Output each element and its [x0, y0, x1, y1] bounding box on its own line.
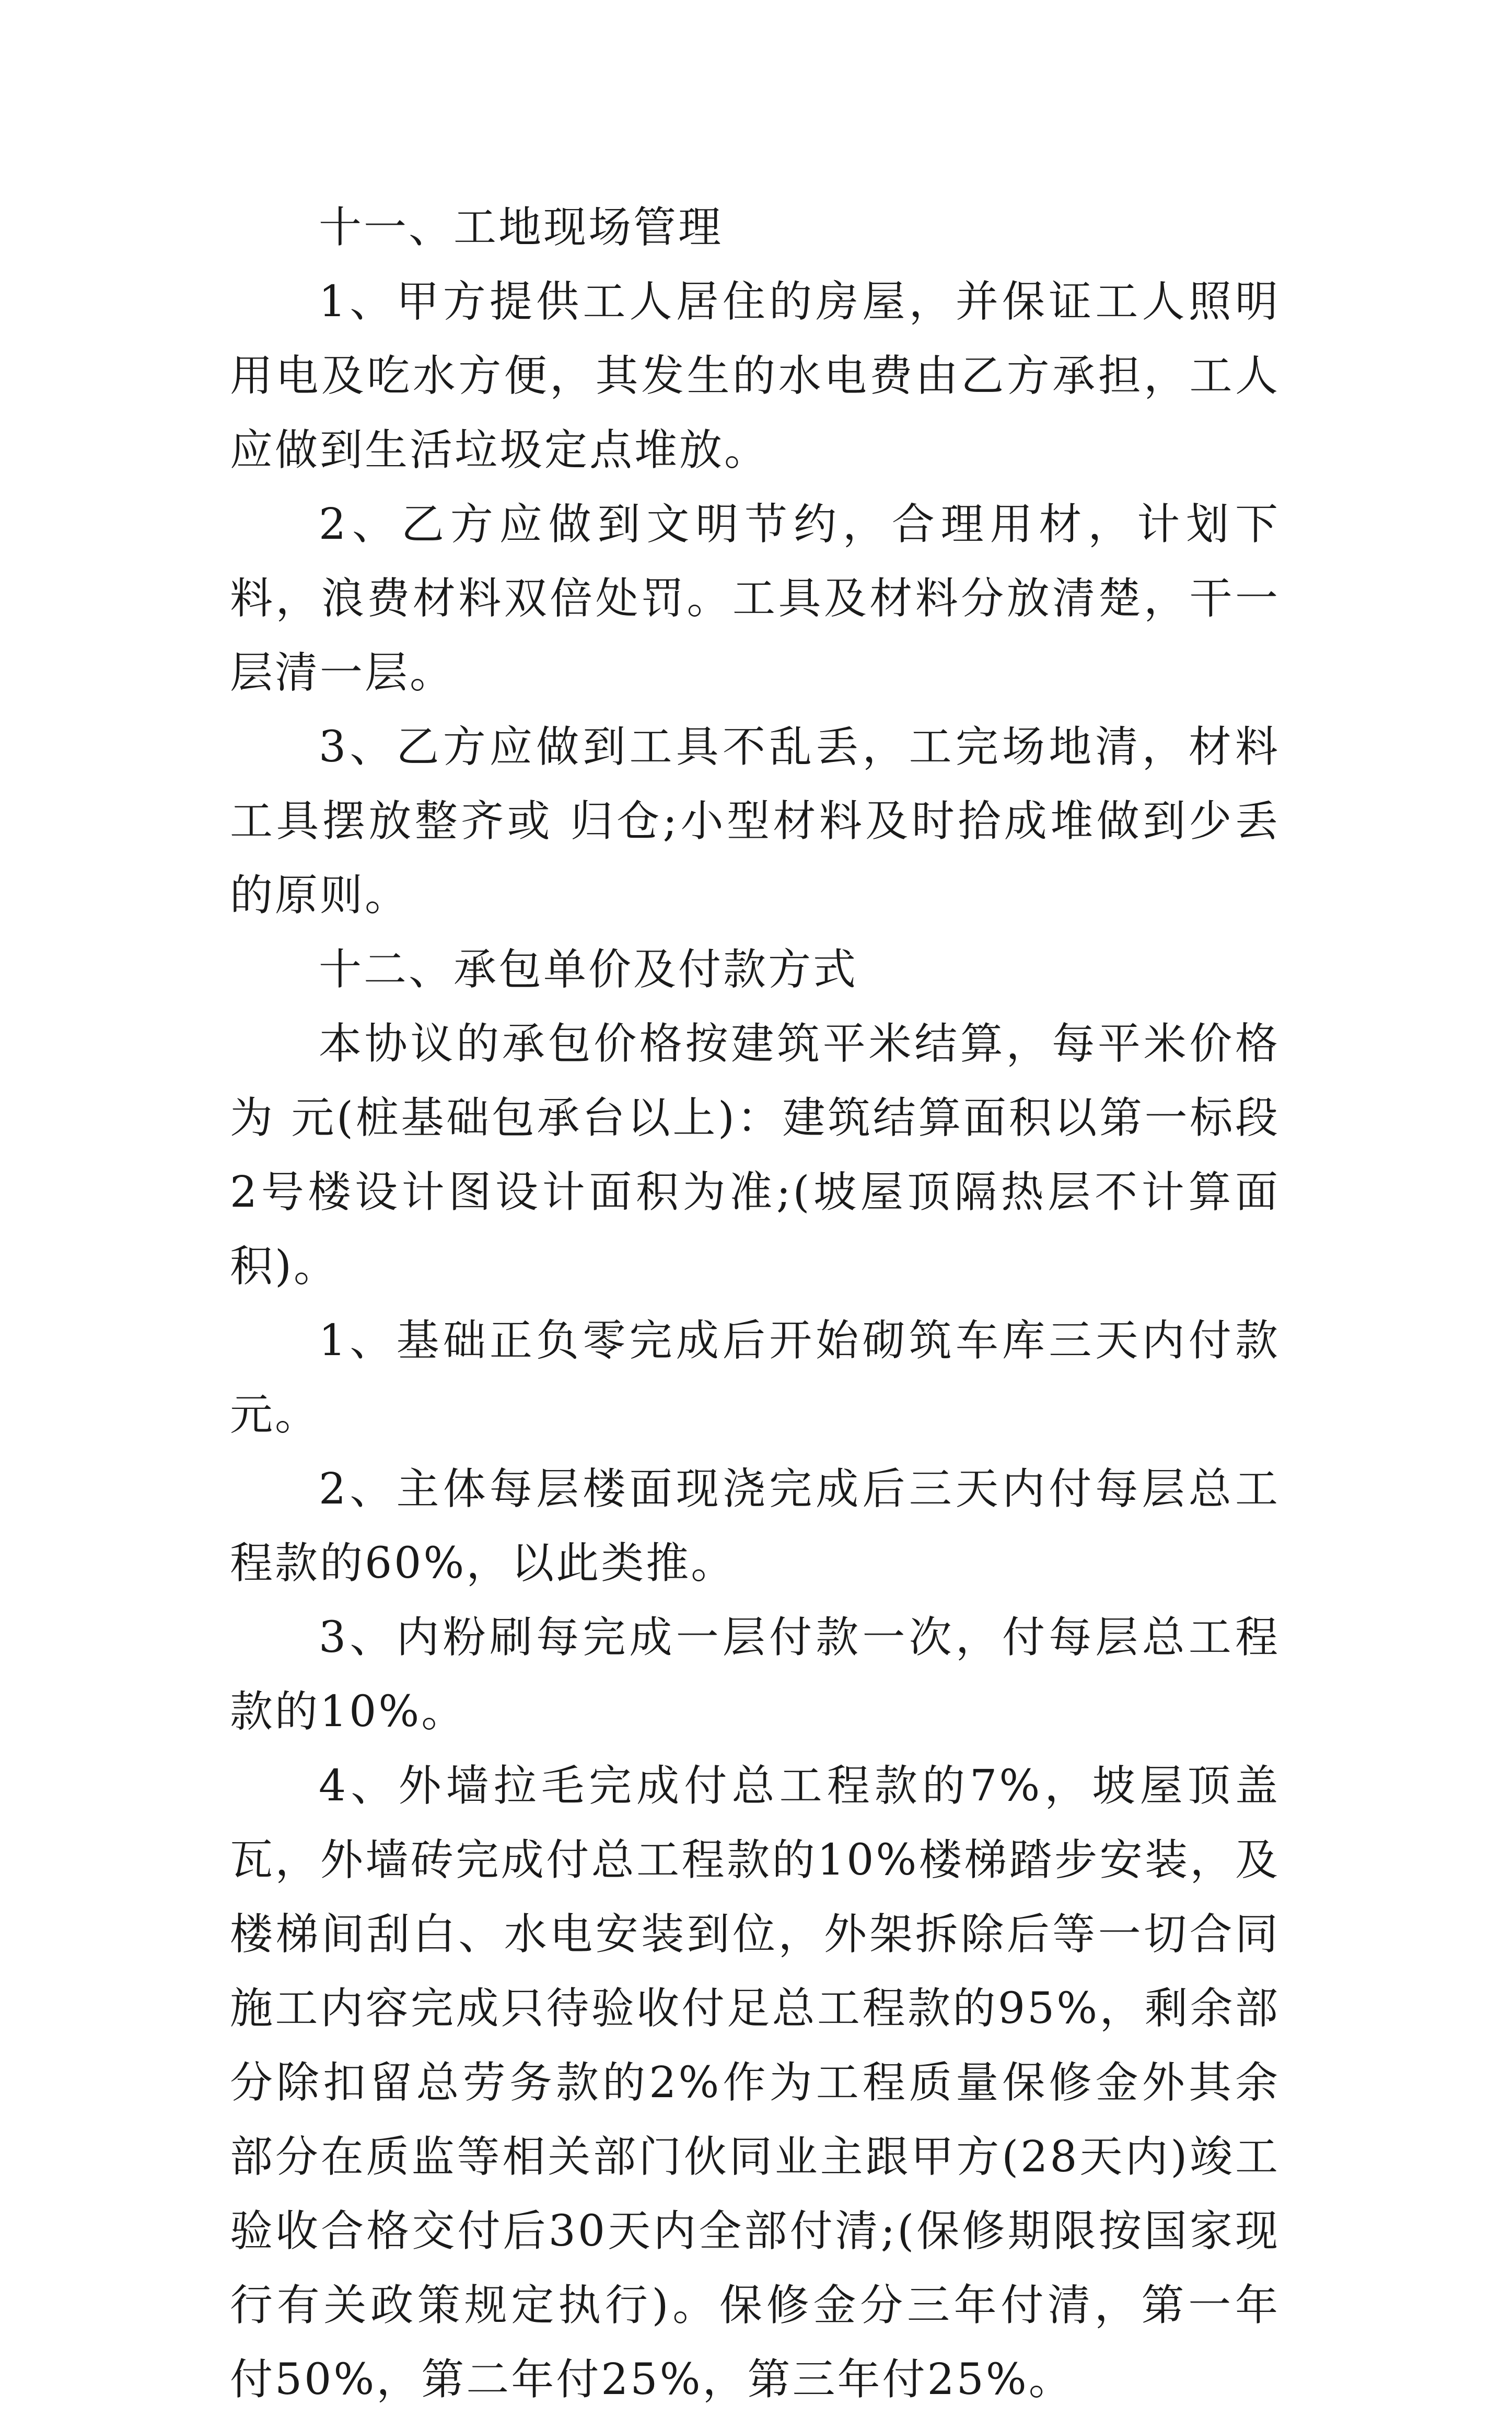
paragraph-12-4: 4、外墙拉毛完成付总工程款的7%，坡屋顶盖瓦，外墙砖完成付总工程款的10%楼梯踏步安装，及楼梯间刮白、水电安装到位，外架拆除后等一切合同施工内容完成只待验收付足总工程款的95%，剩余部分除扣留总劳务款的2%作为工程质量保修金外其余部分在质监等相关部门伙同业主跟甲方(28天内)竣工验收合格交付后30天内全部付清;(保修期限按国家现行有关政策规定执行)。保修金分三年付清，第一年付50%，第二年付25%，第三年付25%。 — [230, 1761, 1280, 2404]
paragraph-12-intro: 本协议的承包价格按建筑平米结算，每平米价格为 元(桩基础包承台以上)：建筑结算面积以第一标段2号楼设计图设计面积为准;(坡屋顶隔热层不计算面积)。 — [230, 1019, 1280, 1291]
section-heading-11: 十一、工地现场管理 — [319, 203, 724, 252]
paragraph-12-2: 2、主体每层楼面现浇完成后三天内付每层总工程款的60%，以此类推。 — [230, 1464, 1280, 1588]
paragraph-12-1: 1、基础正负零完成后开始砌筑车库三天内付款 元。 — [230, 1316, 1280, 1440]
section-heading-12: 十二、承包单价及付款方式 — [319, 945, 858, 994]
document-body — [230, 191, 1280, 2417]
paragraph-11-3: 3、乙方应做到工具不乱丢，工完场地清，材料工具摆放整齐或 归仓;小型材料及时拾成堆做到少丢的原则。 — [230, 722, 1280, 920]
paragraph-12-3: 3、内粉刷每完成一层付款一次，付每层总工程款的10%。 — [230, 1613, 1280, 1737]
paragraph-11-2: 2、乙方应做到文明节约，合理用材，计划下料，浪费材料双倍处罚。工具及材料分放清楚，干一层清一层。 — [230, 500, 1280, 698]
paragraph-11-1: 1、甲方提供工人居住的房屋，并保证工人照明用电及吃水方便，其发生的水电费由乙方承担，工人应做到生活垃圾定点堆放。 — [230, 277, 1280, 475]
